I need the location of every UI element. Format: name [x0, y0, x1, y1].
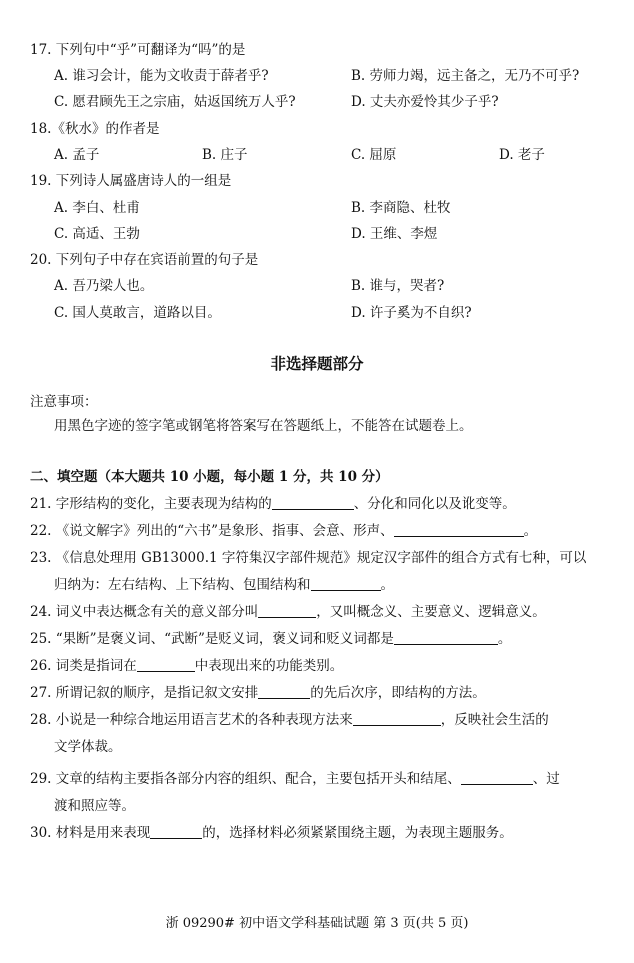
option-18d: D. 老子 [499, 147, 545, 163]
notice-label: 注意事项： [30, 394, 98, 410]
answer-blank [258, 684, 310, 699]
question-number: 25. [30, 631, 52, 647]
answer-blank [353, 711, 441, 726]
question-28: 28. 小说是一种综合地运用语言艺术的各种表现方法来 ，反映社会生活的 [30, 712, 549, 728]
page-footer: 浙 09290# 初中语文学科基础试题 第 3 页(共 5 页) [165, 916, 469, 931]
question-21: 21. 字形结构的变化，主要表现为结构的 、分化和同化以及讹变等。 [30, 496, 516, 512]
question-22: 22. 《说文解字》列出的“六书”是象形、指事、会意、形声、 。 [30, 523, 538, 539]
question-18: 18.《秋水》的作者是 [30, 121, 160, 137]
answer-blank [461, 770, 533, 785]
option-19c: C. 高适、王勃 [54, 226, 140, 242]
option-18b: B. 庄子 [202, 147, 248, 163]
answer-blank [394, 522, 524, 537]
question-27: 27. 所谓记叙的顺序，是指记叙文安排 的先后次序，即结构的方法。 [30, 685, 486, 701]
question-25: 25. “果断”是褒义词、“武断”是贬义词，褒义词和贬义词都是 。 [30, 631, 512, 647]
option-19b: B. 李商隐、杜牧 [351, 200, 451, 216]
option-18a: A. 孟子 [54, 147, 100, 163]
notice-text: 用黑色字迹的签字笔或钢笔将答案写在答题纸上，不能答在试题卷上。 [54, 418, 473, 434]
question-28-cont: 文学体裁。 [54, 739, 122, 755]
answer-blank [394, 630, 498, 645]
option-17d: D. 丈夫亦爱怜其少子乎? [351, 94, 499, 110]
option-20c: C. 国人莫敢言，道路以目。 [54, 305, 221, 321]
question-26: 26. 词类是指词在 中表现出来的功能类别。 [30, 658, 344, 674]
answer-blank [272, 495, 354, 510]
question-19: 19. 下列诗人属盛唐诗人的一组是 [30, 173, 232, 189]
option-19d: D. 王维、李煜 [351, 226, 438, 242]
question-23-cont: 归纳为：左右结构、上下结构、包围结构和 。 [54, 577, 394, 593]
question-29-cont: 渡和照应等。 [54, 798, 135, 814]
option-17b: B. 劳师力竭，远主备之，无乃不可乎? [351, 68, 580, 84]
fill-in-header: 二、填空题（本大题共 10 小题，每小题 1 分，共 10 分） [30, 469, 389, 485]
option-17c: C. 愿君顾先王之宗庙，姑返国统万人乎? [54, 94, 296, 110]
question-23: 23. 《信息处理用 GB13000.1 字符集汉字部件规范》规定汉字部件的组合方式有七种，可以 [30, 550, 587, 566]
answer-blank [311, 576, 381, 591]
question-20: 20. 下列句子中存在宾语前置的句子是 [30, 252, 259, 268]
question-number: 22. [30, 523, 52, 539]
option-20d: D. 许子奚为不自织? [351, 305, 472, 321]
question-30: 30. 材料是用来表现 的，选择材料必须紧紧围绕主题，为表现主题服务。 [30, 825, 513, 841]
answer-blank [150, 824, 202, 839]
option-18c: C. 屈原 [351, 147, 397, 163]
question-number: 21. [30, 496, 52, 512]
option-17a: A. 谁习会计，能为文收责于薛者乎? [54, 68, 269, 84]
question-number: 30. [30, 825, 52, 841]
question-number: 23. [30, 550, 52, 566]
option-20b: B. 谁与，哭者? [351, 278, 445, 294]
answer-blank [258, 603, 316, 618]
question-number: 29. [30, 771, 52, 787]
option-20a: A. 吾乃梁人也。 [54, 278, 154, 294]
question-number: 27. [30, 685, 52, 701]
question-29: 29. 文章的结构主要指各部分内容的组织、配合，主要包括开头和结尾、 、过 [30, 771, 560, 787]
question-number: 26. [30, 658, 52, 674]
question-24: 24. 词义中表达概念有关的意义部分叫 ，又叫概念义、主要意义、逻辑意义。 [30, 604, 546, 620]
section-title: 非选择题部分 [270, 355, 364, 373]
question-number: 28. [30, 712, 52, 728]
question-17: 17. 下列句中“乎”可翻译为“吗”的是 [30, 42, 246, 58]
option-19a: A. 李白、杜甫 [54, 200, 140, 216]
answer-blank [137, 657, 195, 672]
question-number: 24. [30, 604, 52, 620]
